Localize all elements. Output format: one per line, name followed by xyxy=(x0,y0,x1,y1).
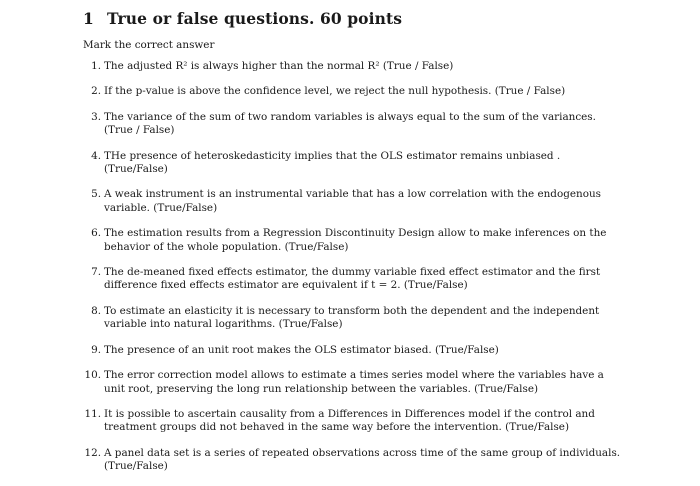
question-text: The de-meaned fixed effects estimator, the dummy variable fixed effect estimator and the first difference fixed effects estimator are equivalent if t = 2. (True/False) xyxy=(104,266,601,292)
question-item xyxy=(83,408,623,435)
question-number: 5. xyxy=(91,188,101,201)
question-item xyxy=(83,85,623,98)
question-text: The adjusted R² is always higher than the normal R² (True / False) xyxy=(104,60,454,72)
question-text: A weak instrument is an instrumental variable that has a low correlation with the endogenous variable. (True/False) xyxy=(104,188,601,214)
section-title: True or false questions. 60 points xyxy=(107,9,403,28)
question-item xyxy=(83,188,623,215)
question-text: THe presence of heteroskedasticity implies that the OLS estimator remains unbiased . (True/False) xyxy=(104,149,561,176)
question-item xyxy=(83,111,623,138)
question-number: 12. xyxy=(84,446,101,459)
question-item xyxy=(83,305,623,332)
question-list xyxy=(83,60,623,486)
question-number: 9. xyxy=(91,343,101,356)
question-number: 11. xyxy=(84,407,101,420)
question-item xyxy=(83,60,623,73)
question-text: The error correction model allows to estimate a times series model where the variables have a unit root, preserving the long run relationship between the variables. (True/False) xyxy=(104,369,604,395)
instructions-text: Mark the correct answer xyxy=(83,39,215,51)
question-number: 2. xyxy=(91,85,101,98)
question-number: 6. xyxy=(91,227,101,240)
section-number: 1 xyxy=(83,9,94,28)
question-text: The presence of an unit root makes the OLS estimator biased. (True/False) xyxy=(104,343,499,356)
question-number: 1. xyxy=(91,60,101,72)
question-text: A panel data set is a series of repeated observations across time of the same group of individuals. (True/False) xyxy=(104,446,621,473)
question-item xyxy=(83,447,623,474)
question-item xyxy=(83,150,623,177)
question-number: 7. xyxy=(91,266,101,279)
question-number: 4. xyxy=(91,149,101,162)
question-text: The variance of the sum of two random variables is always equal to the sum of the variances. (True / False) xyxy=(104,110,596,137)
question-item xyxy=(83,227,623,254)
section-heading xyxy=(83,9,402,28)
question-number: 8. xyxy=(91,304,101,317)
question-item xyxy=(83,266,623,293)
question-text: It is possible to ascertain causality from a Differences in Differences model if the control and treatment groups did not behaved in the same way before the intervention. (True/False) xyxy=(104,407,595,434)
question-text: The estimation results from a Regression Discontinuity Design allow to make inferences on the behavior of the whole population. (True/False) xyxy=(104,227,607,253)
question-number: 3. xyxy=(91,110,101,123)
question-text: To estimate an elasticity it is necessary to transform both the dependent and the independent variable into natural logarithms. (True/False) xyxy=(104,304,600,331)
question-item xyxy=(83,369,623,396)
question-item xyxy=(83,344,623,357)
question-number: 10. xyxy=(84,369,101,382)
question-text: If the p-value is above the confidence level, we reject the null hypothesis. (True / False) xyxy=(104,85,566,98)
